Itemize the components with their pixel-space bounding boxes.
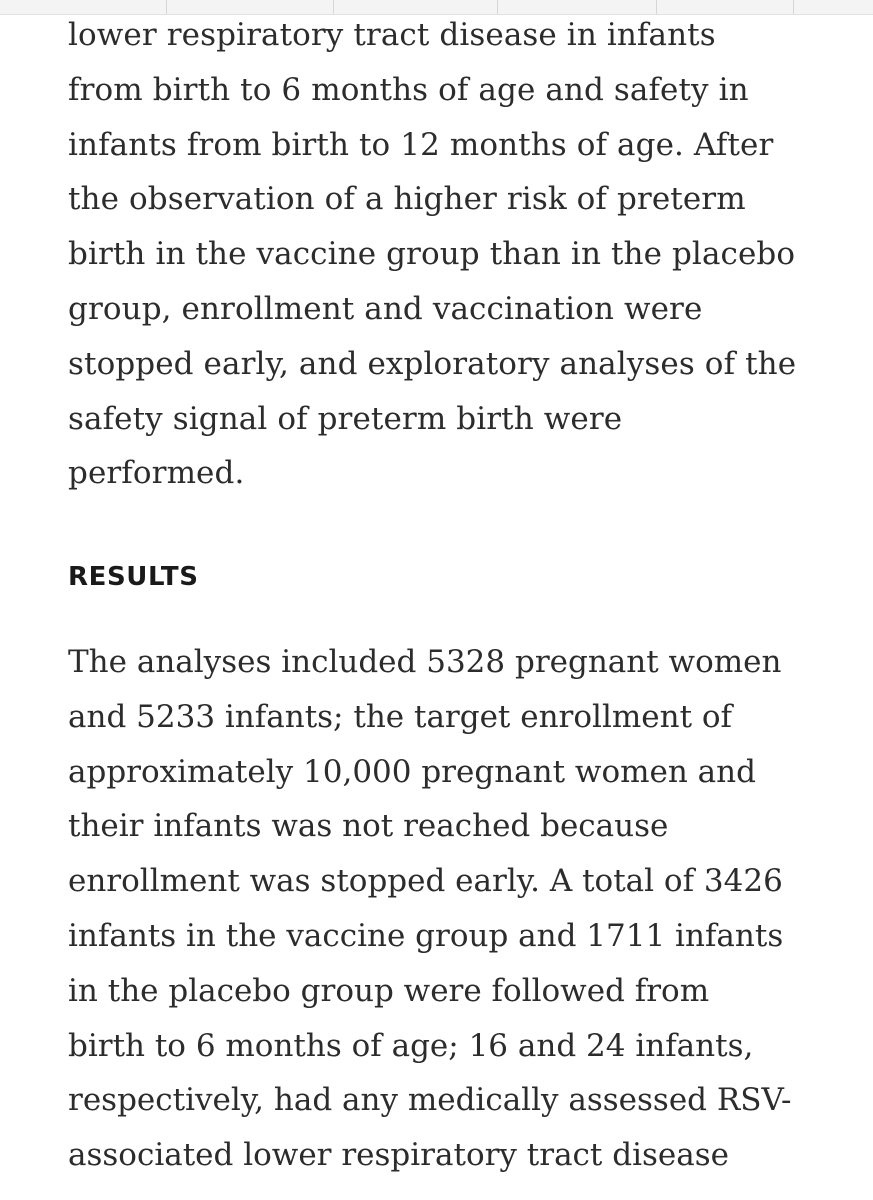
paragraph-line: birth to 6 months of age; 16 and 24 infants, — [68, 1027, 754, 1064]
results-heading: RESULTS — [68, 562, 199, 592]
paragraph-line: from birth to 6 months of age and safety in — [68, 71, 749, 108]
paragraph-line: the observation of a higher risk of preterm — [68, 181, 746, 218]
paragraph-line: their infants was not reached because — [68, 808, 669, 845]
paragraph-line: safety signal of preterm birth were — [68, 400, 623, 437]
paragraph-line: respectively, had any medically assessed RSV- — [68, 1082, 792, 1119]
results-paragraph — [68, 635, 848, 1183]
paragraph-line: The analyses included 5328 pregnant women — [68, 644, 782, 680]
paragraph-line: in the placebo group were followed from — [68, 972, 710, 1009]
paragraph-line: stopped early, and exploratory analyses of the — [68, 345, 797, 382]
paragraph-line: infants in the vaccine group and 1711 infants — [68, 917, 784, 954]
paragraph-line: group, enrollment and vaccination were — [68, 290, 703, 327]
paragraph-line: infants from birth to 12 months of age. After — [68, 126, 774, 163]
paragraph-line: associated lower respiratory tract disease — [68, 1137, 729, 1174]
paragraph-line: performed. — [68, 455, 245, 492]
paragraph-line: birth in the vaccine group than in the placebo — [68, 236, 796, 273]
paragraph-line: approximately 10,000 pregnant women and — [68, 753, 756, 790]
paragraph-line: and 5233 infants; the target enrollment of — [68, 698, 733, 735]
paragraph-line: lower respiratory tract disease in infants — [68, 17, 716, 53]
paragraph-line: enrollment was stopped early. A total of 3426 — [68, 863, 783, 900]
methods-paragraph — [68, 8, 828, 501]
